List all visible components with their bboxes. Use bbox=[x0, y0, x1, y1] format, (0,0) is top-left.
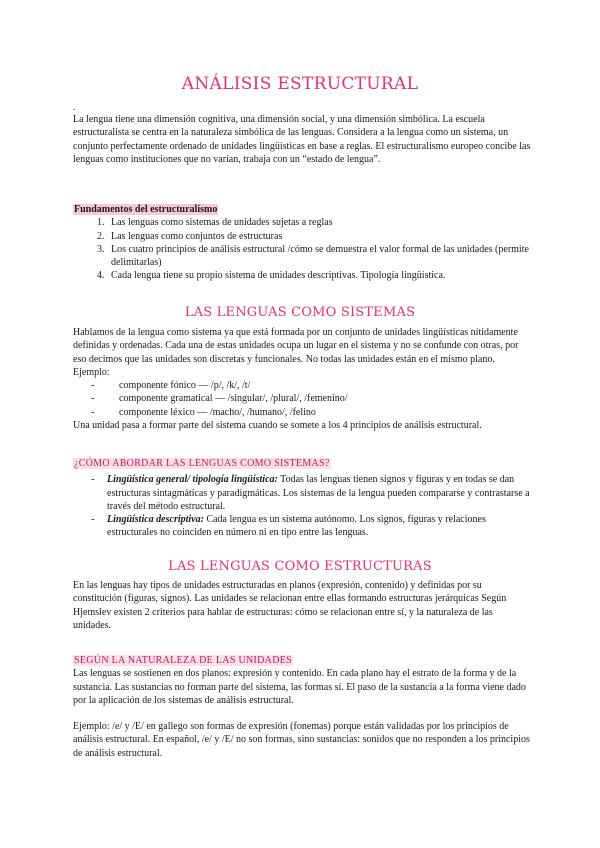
list-item: 4. Cada lengua tiene su propio sistema de unidades descriptivas. Tipología lingüística. bbox=[107, 269, 533, 282]
abordar-list bbox=[73, 473, 533, 539]
naturaleza-paragraph-2: Ejemplo: /e/ y /E/ en gallego son formas de expresión (fonemas) porque están validadas por los principios de análisis estructural. En español, /e/ y /E/ no son formas, sino sustancias: sonidos que no responden a los principios de análisis estructural. bbox=[73, 721, 530, 759]
estructuras-heading: LAS LENGUAS COMO ESTRUCTURAS bbox=[168, 559, 432, 574]
abordar-heading: ¿CÓMO ABORDAR LAS LENGUAS COMO SISTEMAS? bbox=[74, 458, 330, 469]
fundamentos-heading: Fundamentos del estructuralismo bbox=[74, 204, 218, 215]
fundamentos-section bbox=[73, 203, 533, 283]
estructuras-paragraph: En las lenguas hay tipos de unidades estructuradas en planos (expresión, contenido) y definidas por su constitución (figuras, signos). Las unidades se relacionan entre ellas formando estructuras jerárquicas Según Hjemslev existen 2 criterios para hablar de estructuras: cómo se relacionan entre sí, y la naturaleza de las unidades. bbox=[73, 580, 507, 631]
sistemas-heading: LAS LENGUAS COMO SISTEMAS bbox=[184, 305, 416, 320]
page-title: ANÁLISIS ESTRUCTURAL bbox=[181, 74, 419, 94]
sistemas-section bbox=[73, 326, 533, 432]
sistemas-paragraph: Hablamos de la lengua como sistema ya que está formada por un conjunto de unidades lingüísticas nítidamente definidas y ordenadas. Cada una de estas unidades ocupa un lugar en el sistema y no se confunde con otras, por eso decimos que las unidades son discretas y funcionales. No todas las unidades están en el mismo plano. Ejemplo: bbox=[73, 327, 519, 378]
list-item: 2. Las lenguas como conjuntos de estructuras bbox=[107, 230, 533, 243]
list-item: 1. Las lenguas como sistemas de unidades sujetas a reglas bbox=[107, 216, 533, 229]
abordar-section bbox=[73, 457, 533, 540]
fundamentos-list bbox=[73, 216, 533, 282]
sistemas-closing: Una unidad pasa a formar parte del sistema cuando se somete a los 4 principios de análisis estructural. bbox=[73, 420, 482, 432]
list-item: - componente fónico — /p/, /k/, /t/ bbox=[91, 379, 533, 392]
item-text: Cada lengua es un sistema autónomo. Los signos, figuras y relaciones estructurales no coinciden en número ni en tipo entre las lenguas. bbox=[107, 514, 486, 539]
list-item: 3. Los cuatro principios de análisis estructural /cómo se demuestra el valor formal de las unidades (permite delimitarlas) bbox=[107, 243, 533, 270]
stray-dot: . bbox=[73, 102, 76, 112]
item-text: Todas las lenguas tienen signos y figuras y en todas se dan estructuras sintagmáticas y paradigmáticas. Los sistemas de la lengua pueden compararse y contrastarse a través del método estructural. bbox=[107, 474, 530, 512]
list-item bbox=[91, 473, 533, 513]
item-label: Lingüística general/ tipología lingüística: bbox=[107, 474, 278, 486]
naturaleza-heading: SEGÚN LA NATURALEZA DE LAS UNIDADES bbox=[74, 655, 292, 666]
list-item: - componente léxico — /macho/, /humano/, /felino bbox=[91, 406, 533, 419]
naturaleza-paragraph-1: Las lenguas se sostienen en dos planos: expresión y contenido. En cada plano hay el estrato de la forma y de la sustancia. Las sustancias no forman parte del sistema, las formas sí. El paso de la sustancia a la forma viene dado por la aplicación de los sistemas de análisis estructural. bbox=[73, 668, 526, 706]
list-item bbox=[91, 513, 533, 540]
intro-text: La lengua tiene una dimensión cognitiva, una dimensión social, y una dimensión simbólica. La escuela estructuralista se centra en la naturaleza simbólica de las lenguas. Considera a la lengua como un sistema, un conjunto perfectamente ordenado de unidades lingüísticas en base a reglas. El estructuralismo europeo concibe las lenguas como instituciones que no varían, trabaja con un “estado de lengua”. bbox=[73, 114, 531, 165]
item-label: Lingüística descriptiva: bbox=[107, 514, 204, 526]
estructuras-section bbox=[73, 579, 533, 632]
naturaleza-section bbox=[73, 654, 533, 760]
sistemas-examples bbox=[73, 379, 533, 419]
list-item: - componente gramatical — /singular/, /plural/, /femenino/ bbox=[91, 392, 533, 405]
intro-paragraph bbox=[73, 113, 533, 166]
